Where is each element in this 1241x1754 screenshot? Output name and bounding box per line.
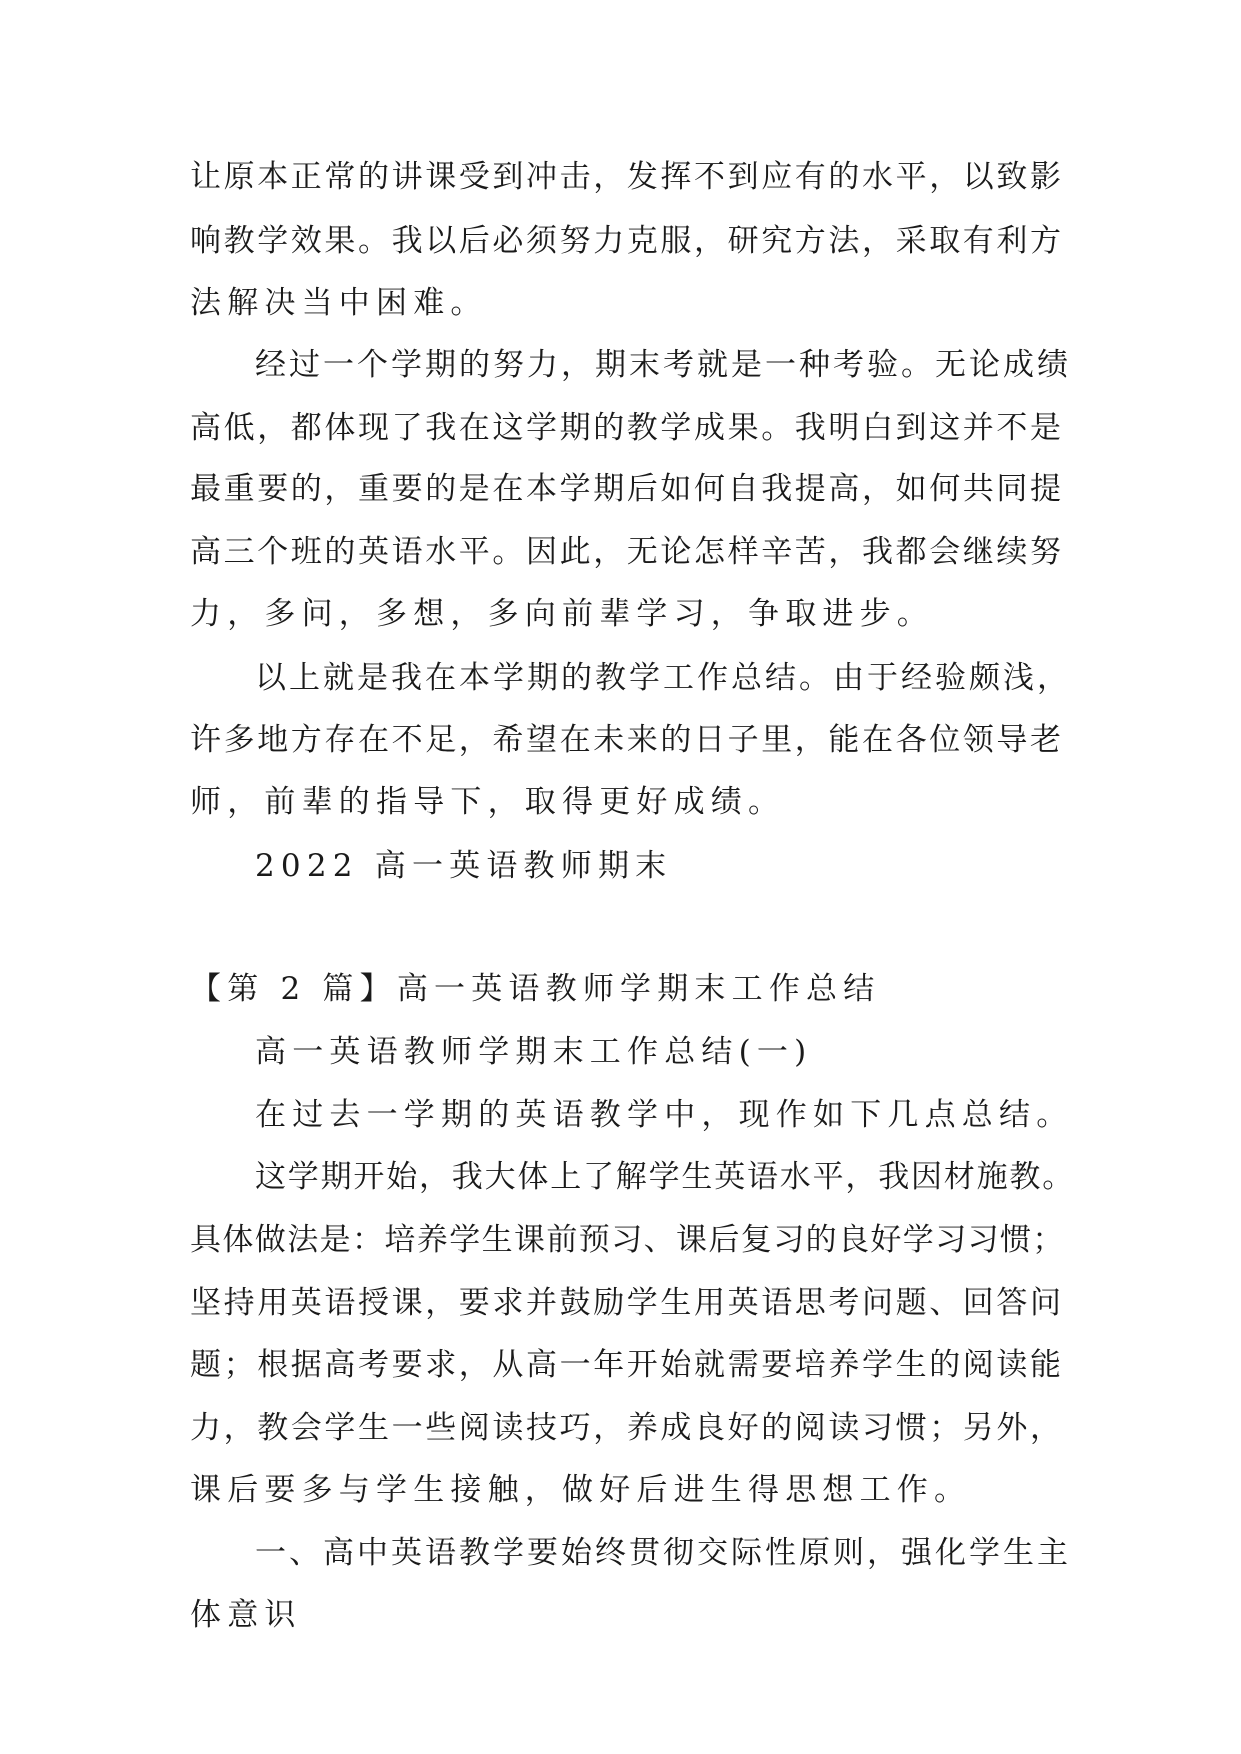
paragraph-first-line: 这学期开始，我大体上了解学生英语水平，我因材施教。 — [255, 1159, 1075, 1195]
body-text-line: 最重要的，重要的是在本学期后如何自我提高，如何共同提 — [190, 471, 1064, 507]
paragraph-first-line: 一、高中英语教学要始终贯彻交际性原则，强化学生主 — [255, 1535, 1071, 1571]
paragraph-first-line: 经过一个学期的努力，期末考就是一种考验。无论成绩 — [255, 347, 1071, 383]
body-text-line: 高三个班的英语水平。因此，无论怎样辛苦，我都会继续努 — [190, 534, 1064, 570]
paragraph-first-line: 以上就是我在本学期的教学工作总结。由于经验颇浅， — [255, 660, 1071, 696]
sub-heading: 高一英语教师学期末工作总结(一) — [255, 1034, 813, 1070]
body-text-line: 题；根据高考要求，从高一年开始就需要培养学生的阅读能 — [190, 1347, 1064, 1383]
body-text-line: 体意识 — [190, 1597, 302, 1633]
body-text-line: 让原本正常的讲课受到冲击，发挥不到应有的水平，以致影 — [190, 159, 1064, 195]
body-text-line: 高低，都体现了我在这学期的教学成果。我明白到这并不是 — [190, 410, 1064, 446]
body-text-line: 课后要多与学生接触，做好后进生得思想工作。 — [190, 1472, 972, 1508]
body-text-line: 法解决当中困难。 — [190, 285, 488, 321]
body-text-line: 坚持用英语授课，要求并鼓励学生用英语思考问题、回答问 — [190, 1285, 1064, 1321]
paragraph-first-line: 在过去一学期的英语教学中，现作如下几点总结。 — [255, 1097, 1074, 1133]
section-footer-text: 2022 高一英语教师期末 — [255, 848, 673, 884]
body-text-line: 力，教会学生一些阅读技巧，养成良好的阅读习惯；另外， — [190, 1410, 1064, 1446]
section-heading: 【第 2 篇】高一英语教师学期末工作总结 — [190, 971, 881, 1007]
body-text-line: 力，多问，多想，多向前辈学习，争取进步。 — [190, 596, 934, 632]
body-text-line: 许多地方存在不足，希望在未来的日子里，能在各位领导老 — [190, 722, 1064, 758]
body-text-line: 响教学效果。我以后必须努力克服，研究方法，采取有利方 — [190, 223, 1064, 259]
body-text-line: 师，前辈的指导下，取得更好成绩。 — [190, 784, 786, 820]
body-text-line: 具体做法是：培养学生课前预习、课后复习的良好学习习惯； — [190, 1222, 1065, 1258]
